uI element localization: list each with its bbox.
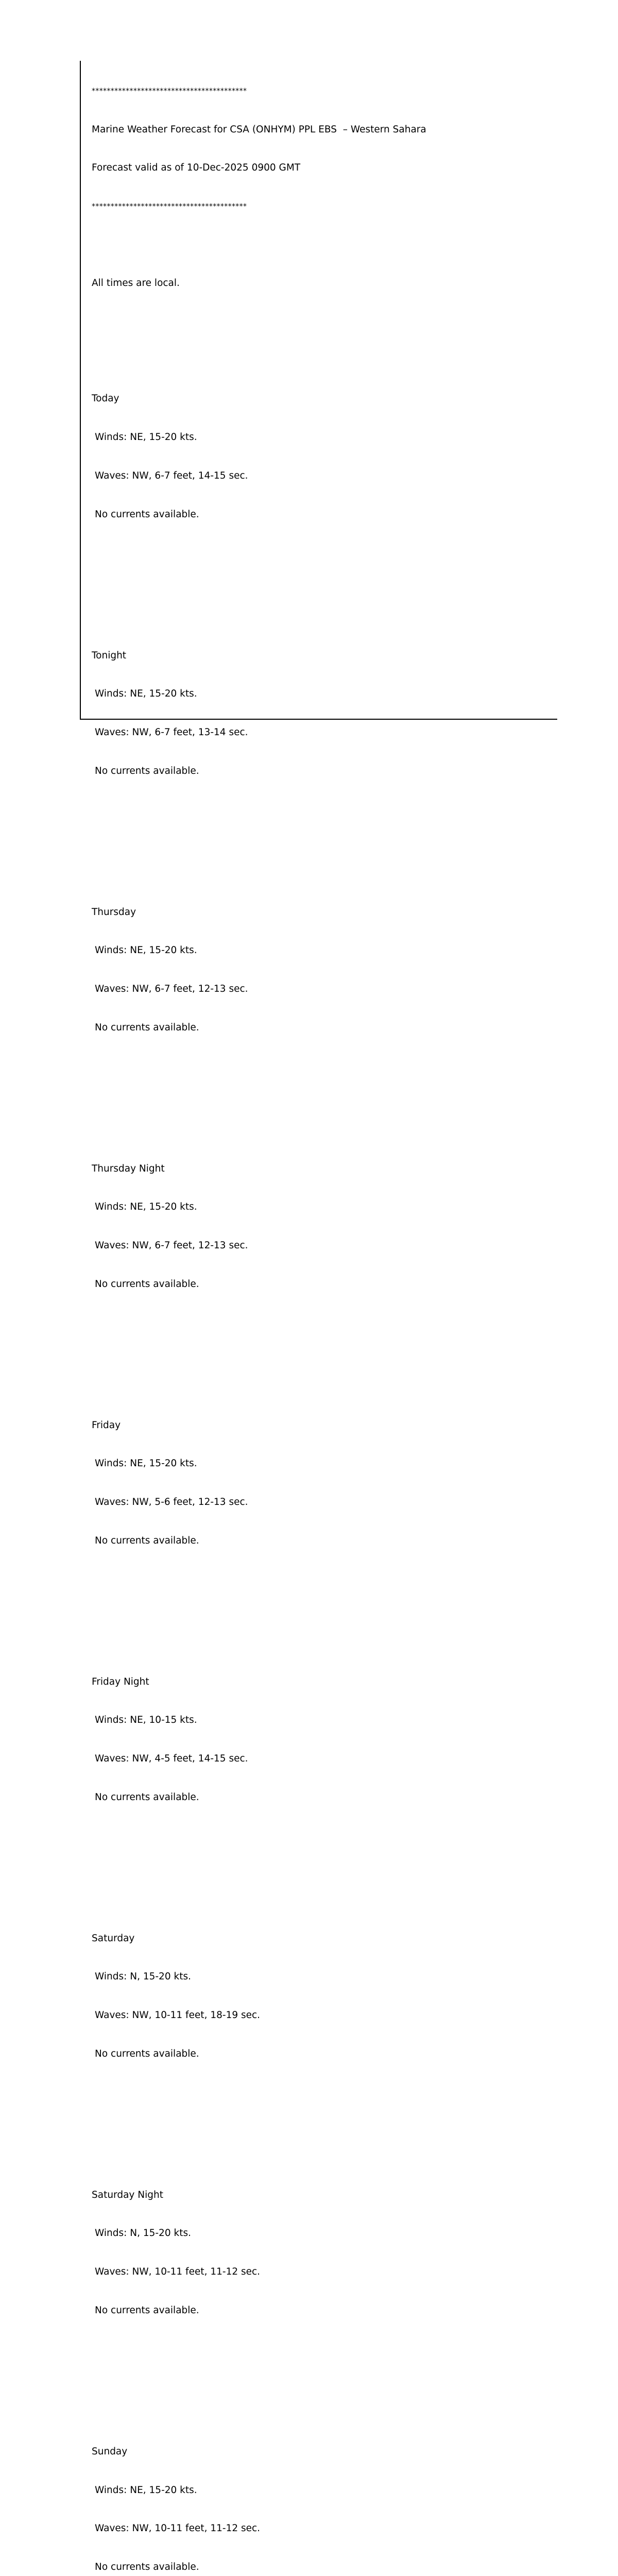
period-waves: Waves: NW, 10-11 feet, 18-19 sec.	[95, 2010, 261, 2021]
period-waves: Waves: NW, 4-5 feet, 14-15 sec.	[95, 1753, 248, 1765]
times-note: All times are local.	[92, 278, 180, 289]
period-waves: Waves: NW, 6-7 feet, 13-14 sec.	[95, 726, 248, 738]
period-winds: Winds: NE, 10-15 kts.	[95, 1715, 197, 1726]
blank-line	[92, 803, 555, 816]
period-waves: Waves: NW, 10-11 feet, 11-12 sec.	[95, 2266, 261, 2278]
period-waves: Waves: NW, 6-7 feet, 12-13 sec.	[95, 983, 248, 994]
period-name: Saturday Night	[92, 2189, 163, 2200]
period-block	[92, 1394, 555, 1612]
period-currents: No currents available.	[95, 1278, 199, 1290]
period-currents: No currents available.	[95, 1535, 199, 1546]
period-name: Saturday	[92, 1933, 135, 1944]
blank-line	[92, 239, 555, 252]
period-winds: Winds: NE, 15-20 kts.	[95, 432, 197, 443]
blank-line	[92, 547, 555, 560]
period-name: Thursday Night	[92, 1163, 165, 1174]
period-name: Thursday	[92, 906, 136, 918]
blank-line	[92, 1060, 555, 1073]
frame-left-border	[80, 61, 81, 719]
period-waves: Waves: NW, 6-7 feet, 12-13 sec.	[95, 1240, 248, 1251]
period-name: Friday Night	[92, 1676, 149, 1687]
period-winds: Winds: NE, 15-20 kts.	[95, 945, 197, 956]
blank-line	[92, 316, 555, 329]
period-winds: Winds: N, 15-20 kts.	[95, 1971, 191, 1982]
period-currents: No currents available.	[95, 1022, 199, 1033]
period-currents: No currents available.	[95, 509, 199, 520]
period-currents: No currents available.	[95, 2561, 199, 2572]
forecast-valid-time: Forecast valid as of 10-Dec-2025 0900 GMT	[92, 162, 301, 174]
period-block	[92, 1650, 555, 1868]
header-stars-bottom: *****************************************	[92, 202, 247, 211]
period-block	[92, 1137, 555, 1355]
period-name: Tonight	[92, 650, 127, 661]
forecast-title: Marine Weather Forecast for CSA (ONHYM) PPL EBS – Western Sahara	[92, 124, 426, 135]
period-waves: Waves: NW, 10-11 feet, 11-12 sec.	[95, 2523, 261, 2534]
period-winds: Winds: NE, 15-20 kts.	[95, 2484, 197, 2496]
period-winds: Winds: NE, 15-20 kts.	[95, 1201, 197, 1213]
period-currents: No currents available.	[95, 2304, 199, 2316]
period-currents: No currents available.	[95, 1791, 199, 1803]
blank-line	[92, 2343, 555, 2356]
period-name: Today	[92, 393, 119, 404]
forecast-document	[92, 59, 555, 2576]
period-name: Friday	[92, 1419, 121, 1431]
period-block	[92, 1907, 555, 2125]
period-name: Sunday	[92, 2446, 128, 2457]
period-block	[92, 2163, 555, 2381]
period-winds: Winds: N, 15-20 kts.	[95, 2228, 191, 2239]
period-waves: Waves: NW, 6-7 feet, 14-15 sec.	[95, 470, 248, 481]
period-block	[92, 624, 555, 842]
blank-line	[92, 1316, 555, 1329]
period-block	[92, 880, 555, 1098]
period-waves: Waves: NW, 5-6 feet, 12-13 sec.	[95, 1497, 248, 1508]
blank-line	[92, 1573, 555, 1586]
period-block	[92, 2420, 555, 2576]
period-winds: Winds: NE, 15-20 kts.	[95, 688, 197, 700]
period-currents: No currents available.	[95, 765, 199, 776]
period-block	[92, 367, 555, 585]
header-stars-top: *****************************************	[92, 87, 247, 95]
blank-line	[92, 2087, 555, 2099]
period-winds: Winds: NE, 15-20 kts.	[95, 1458, 197, 1469]
blank-line	[92, 1830, 555, 1843]
period-currents: No currents available.	[95, 2048, 199, 2059]
